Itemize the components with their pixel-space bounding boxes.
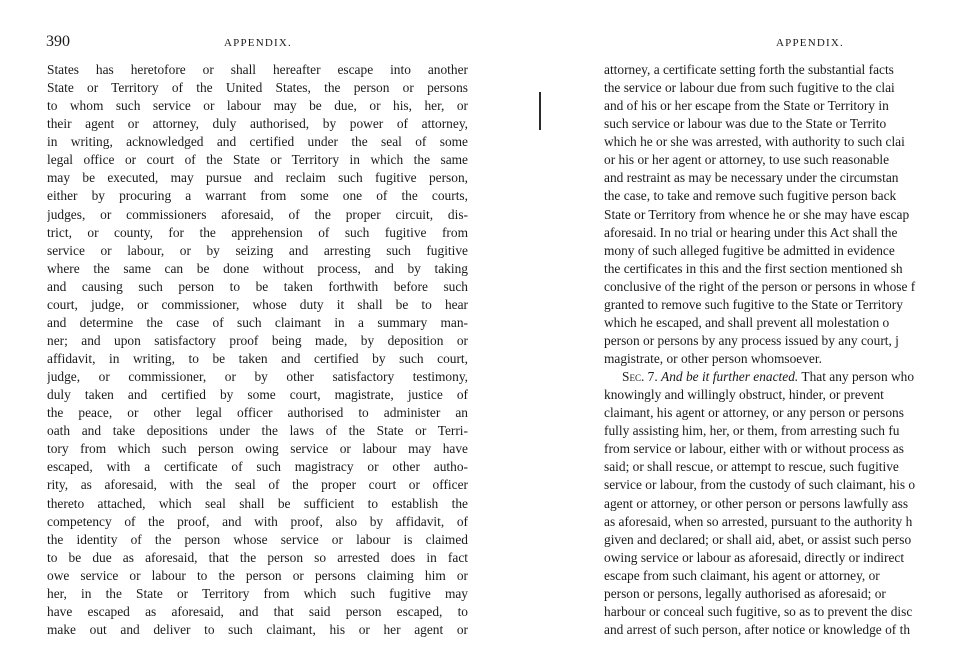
left-body-text [47, 61, 468, 639]
text-line: granted to remove such fugitive to the State or Territory [604, 296, 903, 312]
text-line: thereto attached, which seal shall be sufficient to establish the [47, 495, 468, 511]
text-line: judge, or commissioner, or by other satisfactory testimony, [47, 369, 468, 385]
text-line: affidavit, in writing, to be taken and certified by such court, [47, 351, 468, 366]
section-7-heading-line [604, 368, 980, 386]
text-line: and of his or her escape from the State or Territory in [604, 98, 889, 114]
text-line: such service or labour was due to the State or Territo [604, 116, 887, 132]
text-line: magistrate, or other person whomsoever. [604, 351, 822, 366]
section-enacting-clause: And be it further enacted. [661, 369, 799, 385]
text-line: which he or she was arrested, with authority to such clai [604, 134, 905, 150]
text-line: State or Territory from whence he or she may have escap [604, 206, 910, 222]
text-line: to be due as aforesaid, that the person so arrested does in fact [47, 549, 468, 565]
section-first-line: That any person who [801, 369, 915, 385]
text-line: ner; and upon satisfactory proof being made, by deposition or [47, 332, 468, 348]
text-line: as aforesaid, when so arrested, pursuant to the authority h [604, 513, 913, 529]
text-line: mony of such alleged fugitive be admitted in evidence [604, 242, 895, 258]
text-line: judges, or commissioners aforesaid, of the proper circuit, dis- [47, 206, 468, 222]
text-line: tory from which such person owing service or labour may have [47, 441, 468, 457]
text-line: person or persons by any process issued by any court, j [604, 332, 899, 348]
text-line: States has heretofore or shall hereafter escape into another [47, 62, 468, 77]
text-line: their agent or attorney, duly authorised, by power of attorney, [47, 116, 468, 132]
text-line: State or Territory of the United States, the person or persons [47, 80, 468, 96]
text-line: in writing, acknowledged and certified under the seal of some [47, 134, 468, 150]
page-number: 390 [46, 33, 70, 50]
text-line: trict, or county, for the apprehension of such fugitive from [47, 224, 468, 240]
text-line: either by procuring a warrant from some one of the courts, [47, 188, 468, 204]
text-line: legal office or court of the State or Territory in which the same [47, 152, 468, 168]
text-line: owing service or labour as aforesaid, directly or indirect [604, 549, 905, 565]
left-running-head: APPENDIX. [224, 37, 292, 49]
right-running-head: APPENDIX. [776, 37, 844, 49]
text-line: have escaped as aforesaid, and that said person escaped, to [47, 603, 468, 619]
text-line: the identity of the person whose service or labour is claimed [47, 531, 468, 547]
text-line: and restraint as may be necessary under the circumstan [604, 170, 899, 186]
text-line: her, in the State or Territory from which such fugitive may [47, 585, 468, 601]
text-line: and arrest of such person, after notice or knowledge of th [604, 621, 911, 637]
text-line: service or labour, from the custody of such claimant, his o [604, 477, 916, 493]
text-line: person or persons, legally authorised as aforesaid; or [604, 585, 886, 601]
text-line: make out and deliver to such claimant, his or her agent or [47, 621, 468, 637]
text-line: fully assisting him, her, or them, from arresting such fu [604, 423, 900, 439]
text-line: agent or attorney, or other person or persons lawfully ass [604, 495, 909, 511]
text-line: claimant, his agent or attorney, or any person or persons [604, 405, 904, 421]
text-line: the case, to take and remove such fugitive person back [604, 188, 897, 204]
right-page [560, 0, 980, 656]
text-line: where the same can be done without process, and by taking [47, 260, 468, 276]
text-line: to whom such service or labour may be due, or his, her, or [47, 98, 468, 114]
text-line: oath and take depositions under the laws of the State or Terri- [47, 423, 468, 439]
text-line: from service or labour, either with or without process as [604, 441, 904, 457]
text-line: owe service or labour to the person or persons claiming him or [47, 567, 468, 583]
section-label: Sec. 7. [622, 369, 658, 385]
page-gutter [500, 0, 560, 656]
text-line: may be executed, may pursue and reclaim such fugitive person, [47, 170, 468, 186]
text-line: attorney, a certificate setting forth the substantial facts [604, 62, 894, 77]
text-line: knowingly and willingly obstruct, hinder, or prevent [604, 387, 884, 403]
text-line: rity, as aforesaid, with the seal of the proper court or officer [47, 477, 468, 493]
text-line: competency of the proof, and with proof, also by affidavit, of [47, 513, 468, 529]
text-line: escaped, with a certificate of such magistracy or other autho- [47, 459, 468, 475]
text-line: and causing such person to be taken forthwith before such [47, 278, 468, 294]
text-line: service or labour, or by seizing and arresting such fugitive [47, 242, 468, 258]
text-line: escape from such claimant, his agent or attorney, or [604, 567, 880, 583]
text-line: duly taken and certified by some court, magistrate, justice of [47, 387, 468, 403]
margin-mark [539, 92, 541, 130]
text-line: which he escaped, and shall prevent all molestation o [604, 314, 890, 330]
text-line: the peace, or other legal officer authorised to administer an [47, 405, 468, 421]
text-line: and determine the case of such claimant in a summary man- [47, 314, 468, 330]
text-line: harbour or conceal such fugitive, so as to prevent the disc [604, 603, 913, 619]
text-line: court, judge, or commissioner, whose duty it shall be to hear [47, 296, 468, 312]
text-line: given and declared; or shall aid, abet, or assist such perso [604, 531, 912, 547]
text-line: conclusive of the right of the person or persons in whose f [604, 278, 916, 294]
right-body-text [604, 61, 980, 639]
text-line: aforesaid. In no trial or hearing under this Act shall the [604, 224, 898, 240]
text-line: said; or shall rescue, or attempt to rescue, such fugitive [604, 459, 899, 475]
text-line: or his or her agent or attorney, to use such reasonable [604, 152, 890, 168]
text-line: the certificates in this and the first section mentioned sh [604, 260, 903, 276]
text-line: the service or labour due from such fugitive to the clai [604, 80, 895, 96]
